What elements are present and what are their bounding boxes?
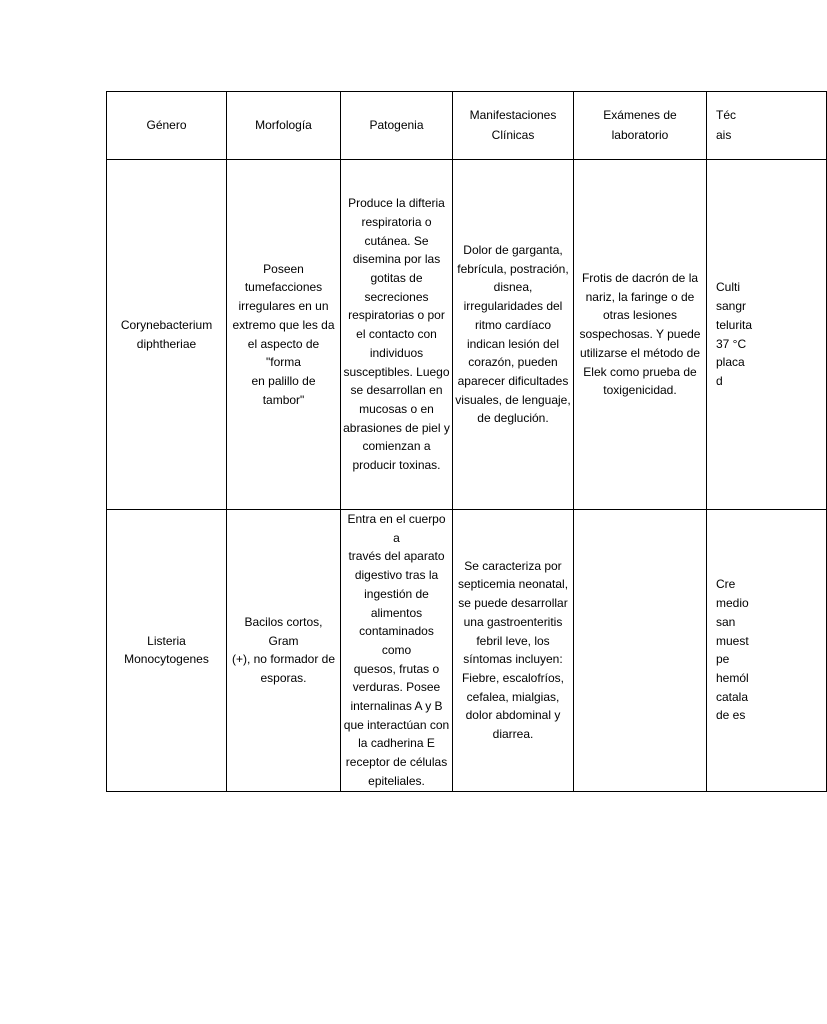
cell-tecnicas-cut: Culti sangr telurita 37 °C placa d <box>707 160 827 510</box>
cell-examenes: Frotis de dacrón de la nariz, la faringe o de otras lesiones sospechosas. Y puede utilizarse el método de Elek como prueba de toxigenicidad. <box>574 160 707 510</box>
cell-morfologia: Bacilos cortos, Gram (+), no formador de esporas. <box>227 510 341 792</box>
header-tecnicas-aislamiento-cut: Téc ais <box>707 92 827 160</box>
document-table-container <box>106 91 768 788</box>
bacteria-comparison-table <box>106 91 827 792</box>
cell-genero: Corynebacterium diphtheriae <box>107 160 227 510</box>
cell-morfologia: Poseen tumefacciones irregulares en un extremo que les da el aspecto de "forma en palillo de tambor" <box>227 160 341 510</box>
header-examenes-laboratorio: Exámenes de laboratorio <box>574 92 707 160</box>
cell-genero: Listeria Monocytogenes <box>107 510 227 792</box>
cell-manifestaciones: Dolor de garganta, febrícula, postración, disnea, irregularidades del ritmo cardíaco indican lesión del corazón, pueden aparecer dificultades visuales, de lenguaje, de deglución. <box>453 160 574 510</box>
table-row <box>107 510 827 792</box>
cell-patogenia: Entra en el cuerpo a través del aparato digestivo tras la ingestión de alimentos contaminados como quesos, frutas o verduras. Posee internalinas A y B que interactúan con la cadherina E receptor de células epiteliales. <box>341 510 453 792</box>
table-row <box>107 160 827 510</box>
cell-patogenia: Produce la difteria respiratoria o cutánea. Se disemina por las gotitas de secreciones respiratorias o por el contacto con individuos susceptibles. Luego se desarrollan en mucosas o en abrasiones de piel y comienzan a producir toxinas. <box>341 160 453 510</box>
cell-tecnicas-cut: Cre medio san muest pe hemól catala de es <box>707 510 827 792</box>
table-header-row <box>107 92 827 160</box>
header-genero: Género <box>107 92 227 160</box>
header-morfologia: Morfología <box>227 92 341 160</box>
header-patogenia: Patogenia <box>341 92 453 160</box>
cell-examenes <box>574 510 707 792</box>
cell-manifestaciones: Se caracteriza por septicemia neonatal, se puede desarrollar una gastroenteritis febril leve, los síntomas incluyen: Fiebre, escalofríos, cefalea, mialgias, dolor abdominal y diarrea. <box>453 510 574 792</box>
header-manifestaciones-clinicas: Manifestaciones Clínicas <box>453 92 574 160</box>
